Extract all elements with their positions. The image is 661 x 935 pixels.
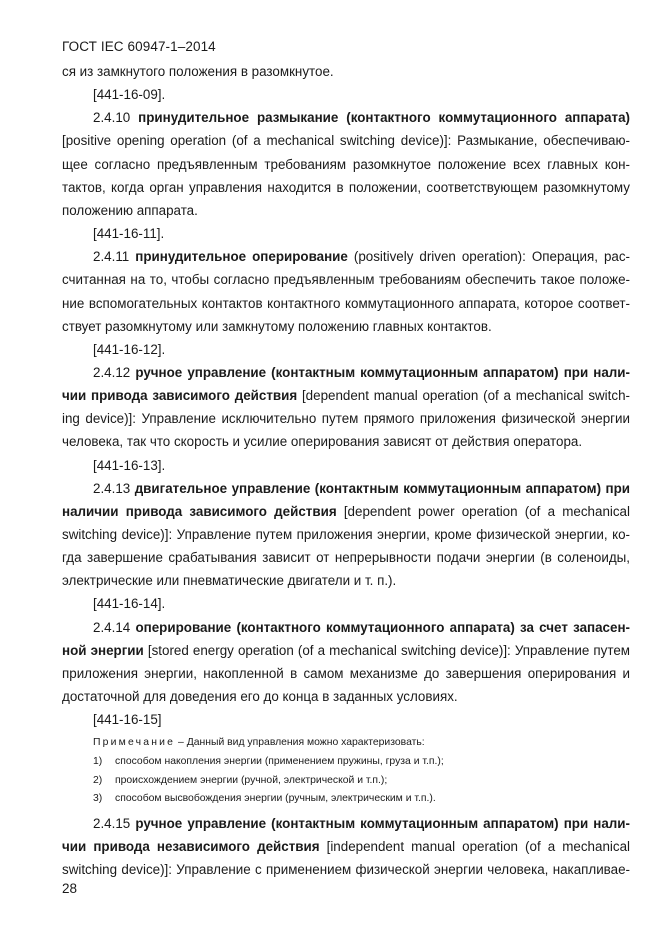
text-line: switching device)]: Управление путем приложения энергии, кроме физической энергии, ко- — [62, 527, 630, 542]
text-line — [62, 384, 630, 407]
note-item-text: способом накопления энергии (применением пружины, груза и т.п.); — [115, 756, 444, 768]
text-line: положению аппарата. — [62, 202, 198, 218]
text-line — [93, 477, 630, 500]
text-line: тактов, когда орган управления находится в положении, соответствующем разомкнутому — [62, 179, 630, 195]
term-title: ной энергии — [62, 642, 144, 658]
term-definition: [dependent manual operation (of a mechanical switch- — [297, 388, 630, 404]
term-title: чии привода зависимого действия — [62, 388, 298, 404]
text-line: [441-16-12]. — [93, 341, 166, 357]
term-title: принудительное размыкание (контактного коммутационного аппарата) — [138, 110, 630, 126]
term-definition: [dependent power operation (of a mechanical — [336, 503, 630, 519]
note-text: – Данный вид управления можно характеризовать: — [175, 737, 425, 749]
text-line: ние вспомогательных контактов контактного коммутационного аппарата, которое соответ- — [62, 295, 630, 311]
note-heading — [93, 735, 425, 751]
note-item-number: 1) — [93, 756, 103, 768]
text-line: щее согласно предъявленным требованиям разомкнутое положение всех главных кон- — [62, 156, 630, 172]
document-header: ГОСТ IEC 60947-1–2014 — [62, 39, 216, 54]
term-title: двигательное управление (контактным коммутационным аппаратом) при — [134, 480, 630, 496]
text-line: гда завершение срабатывания зависит от непрерывности подачи энергии (в соленоиды, — [62, 550, 630, 566]
text-line: [441-16-14]. — [93, 596, 166, 612]
text-line: switching device)]: Управление с применением физической энергии человека, накапливае- — [62, 862, 630, 878]
text-line: достаточной для доведения его до конца в заданных условиях. — [62, 689, 458, 705]
term-definition: [independent manual operation (of a mechanical — [319, 839, 630, 854]
page-number: 28 — [62, 881, 78, 896]
term-title: чии привода независимого действия — [62, 839, 320, 854]
term-title: наличии привода зависимого действия — [62, 503, 337, 519]
term-number: 2.4.10 — [93, 110, 139, 126]
note-list-item — [93, 754, 444, 770]
note-item-text: происхождением энергии (ручной, электрической и т.п.); — [115, 774, 388, 786]
text-line: ствует разомкнутому или замкнутому положению главных контактов. — [62, 318, 492, 334]
note-list-item — [93, 791, 436, 807]
text-line: приложения энергии, накопленной в самом механизме до завершения оперирования и — [62, 665, 630, 681]
text-line — [93, 812, 630, 835]
text-line: [441-16-13]. — [93, 457, 166, 473]
text-line — [93, 106, 630, 129]
note-item-number: 2) — [93, 774, 103, 786]
text-line: электрические или пневматические двигатели и т. п.). — [62, 573, 397, 589]
term-title: ручное управление (контактным коммутационным аппаратом) при нали- — [135, 364, 631, 380]
text-line: человека, так что скорость и усилие оперирования зависят от действия оператора. — [62, 434, 583, 450]
term-number: 2.4.12 — [93, 364, 136, 380]
text-line: ся из замкнутого положения в разомкнутое. — [62, 64, 334, 79]
term-definition: [stored energy operation (of a mechanical switching device)]: Управление путем — [143, 642, 631, 658]
term-title: принудительное оперирование — [135, 249, 348, 265]
text-line — [93, 616, 630, 639]
text-line — [62, 835, 630, 858]
note-list-item — [93, 773, 387, 789]
note-item-number: 3) — [93, 793, 103, 805]
text-line: [441-16-11]. — [93, 226, 165, 242]
text-line — [93, 361, 630, 384]
term-number: 2.4.11 — [93, 249, 136, 265]
text-line: [441-16-15] — [93, 712, 162, 728]
term-number: 2.4.15 — [93, 815, 136, 831]
term-definition: (positively driven operation): Операция, рас- — [347, 249, 630, 265]
text-line — [93, 245, 630, 268]
text-line — [62, 500, 630, 523]
text-line: считанная на то, чтобы согласно предъявленным требованиям обеспечить такое положе- — [62, 272, 630, 288]
term-title: ручное управление (контактным коммутационным аппаратом) при нали- — [135, 815, 631, 831]
text-line: [positive opening operation (of a mechanical switching device)]: Размыкание, обеспечиваю- — [62, 133, 630, 149]
term-title: оперирование (контактного коммутационного аппарата) за счет запасен- — [135, 619, 631, 635]
text-line — [62, 639, 630, 662]
term-number: 2.4.13 — [93, 480, 135, 496]
term-number: 2.4.14 — [93, 619, 136, 635]
note-label: Примечание — [93, 737, 176, 749]
text-line: [441-16-09]. — [93, 87, 166, 103]
text-line: ing device)]: Управление исключительно путем прямого приложения физической энергии — [62, 411, 630, 427]
note-item-text: способом высвобождения энергии (ручным, электрическим и т.п.). — [115, 793, 436, 805]
